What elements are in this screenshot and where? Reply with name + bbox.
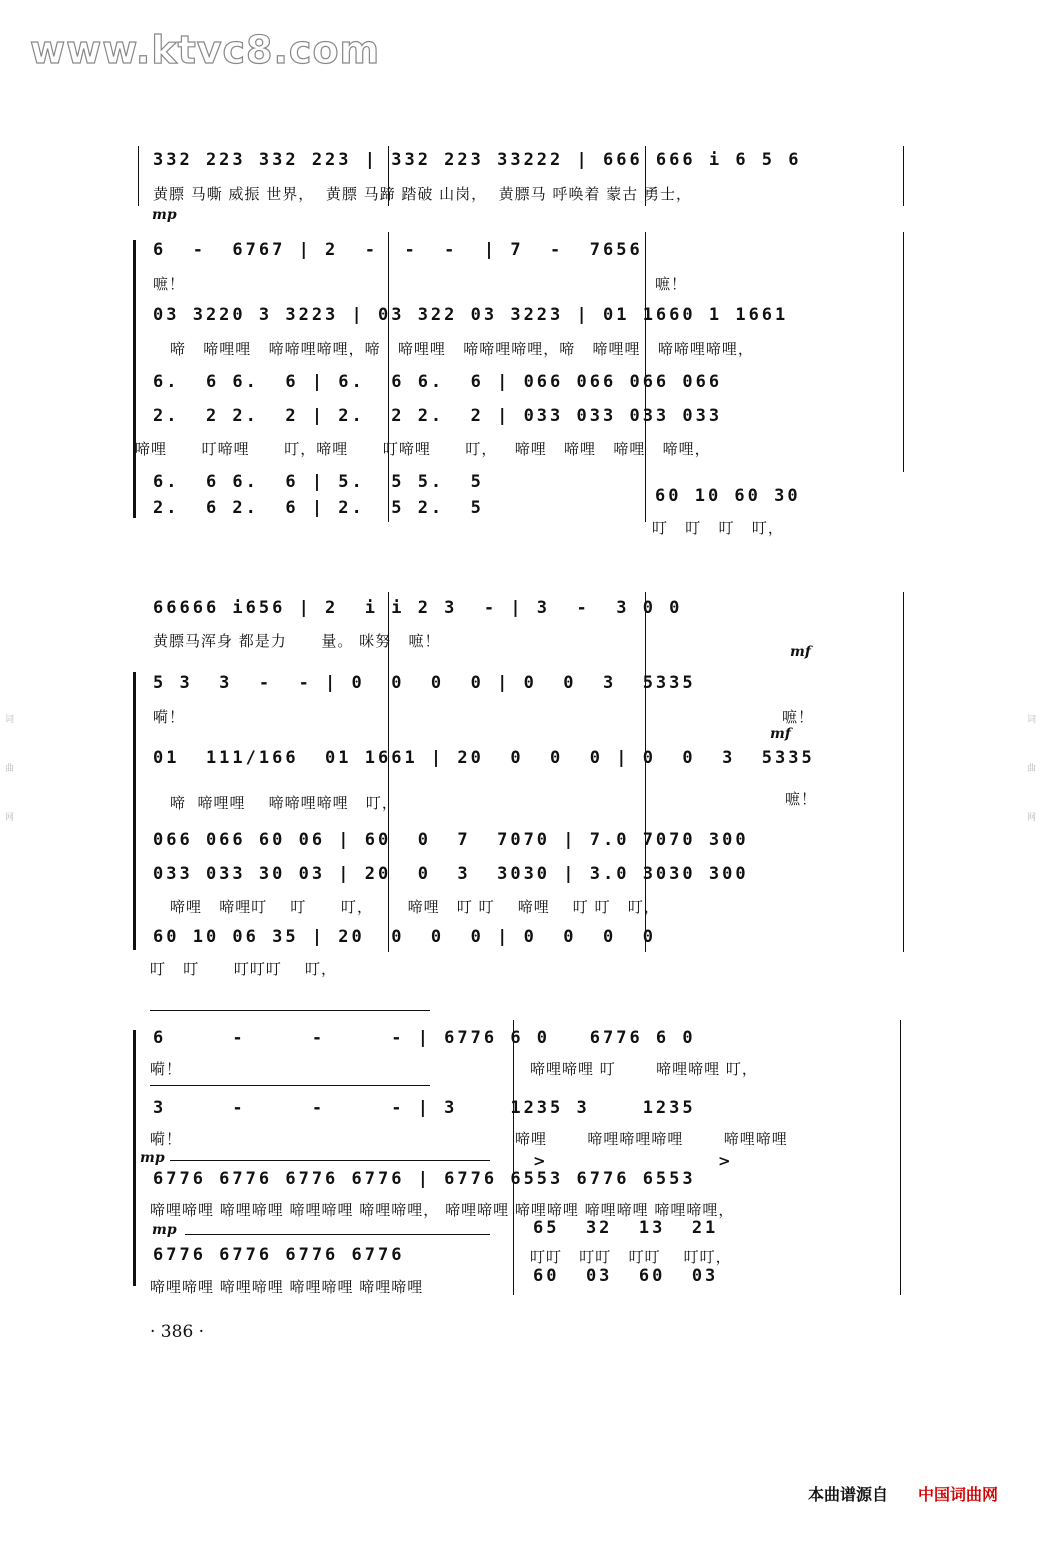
barline [903, 592, 904, 952]
system-bracket [133, 240, 136, 518]
voice4-lyrics: 啼哩啼哩 啼哩啼哩 啼哩啼哩 啼哩啼哩 [150, 1278, 424, 1296]
system-bracket [133, 672, 136, 950]
melody-notes: 66666 i656 | 2 i i 2 3 - | 3 - 3 0 0 [153, 598, 683, 618]
melody-notes: 332 223 332 223 | 332 223 33222 | 666 666 i 6 5 6 [153, 150, 802, 170]
barline [903, 146, 904, 206]
voice4-notes: 6776 6776 6776 6776 [153, 1245, 405, 1265]
source-site-link[interactable]: 中国词曲网 [918, 1485, 999, 1504]
side-watermark-right [1024, 0, 1038, 1563]
voice4-lower-notes: 033 033 30 03 | 20 0 3 3030 | 3.0 3030 300 [153, 864, 749, 884]
dynamic-mf: mf [790, 644, 811, 660]
voice2-lyrics-2: 嗻！ [782, 708, 815, 726]
voice4-lyrics: 啼哩 啼哩叮 叮 叮， 啼哩 叮 叮 啼哩 叮 叮 叮， [170, 898, 660, 916]
voice4-right-lower-notes: 60 03 60 03 [533, 1266, 719, 1286]
dynamic-mp: mp [152, 207, 177, 223]
voice2-notes: 6 - 6767 | 2 - - - | 7 - 7656 [153, 240, 643, 260]
watermark-text: 词曲网 [1025, 713, 1035, 861]
dynamic-mp: mp [152, 1222, 177, 1238]
voice2-lyrics: 嗬！ [150, 1130, 183, 1148]
voice1-lyrics-2: 啼哩啼哩 叮 啼哩啼哩 叮， [530, 1060, 758, 1078]
voice4-upper-notes: 066 066 60 06 | 60 0 7 7070 | 7.0 7070 300 [153, 830, 749, 850]
voice4-upper-notes: 6. 6 6. 6 | 6. 6 6. 6 | 066 066 066 066 [153, 372, 723, 392]
barline [900, 1020, 901, 1295]
voice2-notes: 3 - - - | 3 1235 3 1235 [153, 1098, 696, 1118]
voice2-lyrics-2: 嗻！ [655, 275, 688, 293]
voice2-lyrics: 嗬！ [153, 708, 186, 726]
watermark-text: 词曲网 [3, 713, 13, 861]
crescendo-hairpin [150, 1085, 430, 1086]
voice3-lyrics: 啼 啼哩哩 啼啼哩啼哩，啼 啼哩哩 啼啼哩啼哩，啼 啼哩哩 啼啼哩啼哩， [170, 340, 754, 358]
crescendo-hairpin [170, 1160, 490, 1161]
voice2-lyrics: 嗻！ [153, 275, 186, 293]
voice5-notes: 60 10 60 30 [655, 486, 801, 506]
side-watermark-left [2, 0, 16, 1563]
barline [138, 146, 139, 206]
voice3-notes: 01 111/166 01 1661 | 20 0 0 0 | 0 0 3 5335 [153, 748, 815, 768]
voice2-notes: 5 3 3 - - | 0 0 0 0 | 0 0 3 5335 [153, 673, 696, 693]
system-bracket [133, 1030, 136, 1286]
accent-mark: > [718, 1152, 732, 1170]
page-number: · 386 · [150, 1322, 205, 1342]
crescendo-hairpin [150, 1010, 430, 1011]
voice5-upper-notes: 6. 6 6. 6 | 5. 5 5. 5 [153, 472, 484, 492]
voice3-lyrics: 啼哩啼哩 啼哩啼哩 啼哩啼哩 啼哩啼哩， 啼哩啼哩 啼哩啼哩 啼哩啼哩 啼哩啼哩， [150, 1201, 735, 1219]
dynamic-mf: mf [770, 726, 791, 742]
dynamic-mp: mp [140, 1150, 165, 1166]
voice5-notes: 60 10 06 35 | 20 0 0 0 | 0 0 0 0 [153, 927, 656, 947]
voice3-notes: 03 3220 3 3223 | 03 322 03 3223 | 01 1660 1 1661 [153, 305, 789, 325]
melody-lyrics: 黄膘 马嘶 威振 世界， 黄膘 马蹄 踏破 山岗， 黄膘马 呼唤着 蒙古 勇士， [153, 185, 692, 203]
site-logo[interactable]: www.ktvc8.com [30, 28, 381, 72]
voice5-lyrics: 叮 叮 叮叮叮 叮， [150, 960, 337, 978]
voice1-lyrics: 嗬！ [150, 1060, 183, 1078]
voice2-lyrics-2: 啼哩 啼哩啼哩啼哩 啼哩啼哩 [515, 1130, 788, 1148]
crescendo-hairpin [185, 1234, 490, 1235]
melody-lyrics: 黄膘马浑身 都是力 量。 咪努 嗻！ [153, 632, 441, 650]
voice4-right-lyrics: 叮叮 叮叮 叮叮 叮叮， [530, 1248, 732, 1266]
source-label: 本曲谱源自 [808, 1485, 889, 1504]
voice3-notes: 6776 6776 6776 6776 | 6776 6553 6776 6553 [153, 1169, 696, 1189]
voice4-right-upper-notes: 65 32 13 21 [533, 1218, 719, 1238]
voice4-lower-notes: 2. 2 2. 2 | 2. 2 2. 2 | 033 033 033 033 [153, 406, 723, 426]
barline [513, 1020, 514, 1295]
voice1-notes: 6 - - - | 6776 6 0 6776 6 0 [153, 1028, 696, 1048]
voice3-lyrics: 啼 啼哩哩 啼啼哩啼哩 叮， [170, 794, 398, 812]
voice5-lower-notes: 2. 6 2. 6 | 2. 5 2. 5 [153, 498, 484, 518]
voice5-lyrics: 叮 叮 叮 叮， [652, 519, 784, 537]
barline [903, 232, 904, 472]
voice3-lyrics-2: 嗻！ [785, 790, 818, 808]
accent-mark: > [533, 1152, 547, 1170]
voice4-lyrics: 啼哩 叮啼哩 叮，啼哩 叮啼哩 叮， 啼哩 啼哩 啼哩 啼哩， [135, 440, 711, 458]
